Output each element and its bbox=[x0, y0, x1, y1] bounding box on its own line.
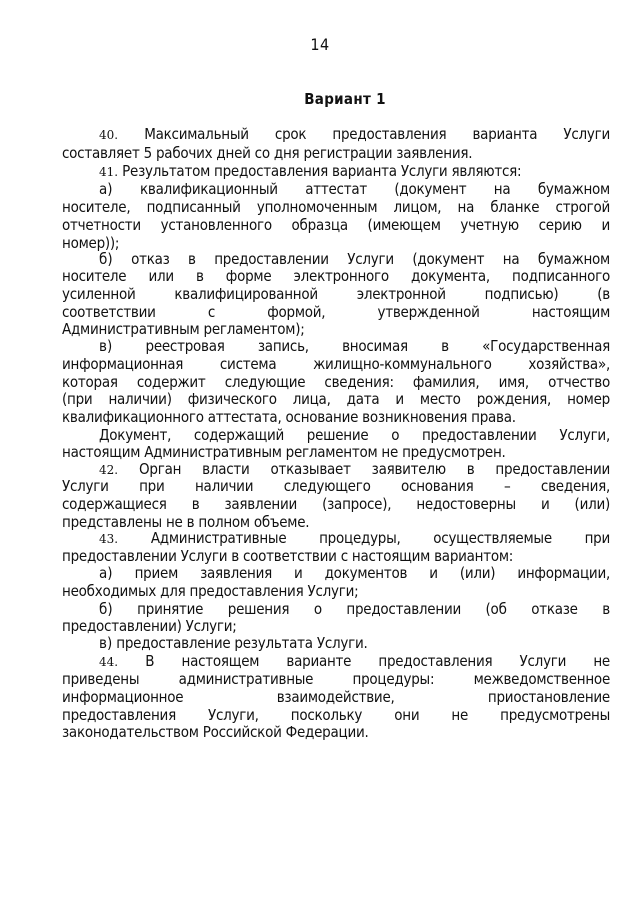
page-number: 14 bbox=[310, 35, 330, 54]
paragraph-number: 43. bbox=[99, 532, 119, 546]
list-marker: б) bbox=[99, 250, 113, 268]
list-item-43b-line: б) принятие решения о предоставлении (об отказе в bbox=[99, 600, 610, 618]
list-item-43b-line: предоставлении) Услуги; bbox=[62, 617, 237, 635]
list-item-41c-line: (при наличии) физического лица, дата и место рождения, номер bbox=[62, 390, 610, 408]
list-marker: а) bbox=[99, 564, 113, 582]
list-item-41c-line: которая содержит следующие сведения: фамилия, имя, отчество bbox=[62, 373, 610, 391]
list-item-41b-line: соответствии с формой, утвержденной настоящим bbox=[62, 303, 610, 321]
list-item-41b-line: усиленной квалифицированной электронной подписью) (в bbox=[62, 285, 610, 303]
list-item-41b-line: б) отказ в предоставлении Услуги (документ на бумажном bbox=[99, 250, 610, 268]
paragraph-41-document-line: настоящим Административным регламентом не предусмотрен. bbox=[62, 443, 506, 461]
paragraph-44-line: законодательством Российской Федерации. bbox=[62, 723, 369, 741]
paragraph-40-line: 40. Максимальный срок предоставления варианта Услуги bbox=[99, 125, 610, 143]
section-heading: Вариант 1 bbox=[304, 90, 386, 108]
list-item-41a-line: а) квалификационный аттестат (документ на бумажном bbox=[99, 180, 610, 198]
list-item-41b-line: носителе или в форме электронного документа, подписанного bbox=[62, 267, 610, 285]
paragraph-number: 42. bbox=[99, 463, 119, 477]
list-item-41c-line: в) реестровая запись, вносимая в «Государственная bbox=[99, 337, 610, 355]
list-item-41c-line: информационная система жилищно-коммунального хозяйства», bbox=[62, 355, 610, 373]
list-item-43a-line: а) прием заявления и документов и (или) информации, bbox=[99, 564, 610, 582]
list-item-41b-line: Административным регламентом); bbox=[62, 320, 305, 338]
paragraph-42-line: содержащиеся в заявлении (запросе), недостоверны и (или) bbox=[62, 495, 610, 513]
paragraph-41-line: 41. Результатом предоставления варианта Услуги являются: bbox=[99, 162, 522, 180]
paragraph-44-line: 44. В настоящем варианте предоставления Услуги не bbox=[99, 652, 610, 670]
paragraph-number: 44. bbox=[99, 655, 119, 669]
list-marker: а) bbox=[99, 180, 113, 198]
list-item-41a-line: отчетности установленного образца (имеющем учетную серию и bbox=[62, 216, 610, 234]
paragraph-44-line: информационное взаимодействие, приостановление bbox=[62, 688, 610, 706]
paragraph-44-line: предоставления Услуги, поскольку они не предусмотрены bbox=[62, 706, 610, 724]
paragraph-number: 40. bbox=[99, 128, 119, 142]
list-marker: б) bbox=[99, 600, 113, 618]
list-item-43c-line: в) предоставление результата Услуги. bbox=[99, 634, 368, 652]
paragraph-42-line: представлены не в полном объеме. bbox=[62, 513, 310, 531]
list-marker: в) bbox=[99, 634, 113, 652]
paragraph-number: 41. bbox=[99, 165, 119, 179]
paragraph-41-document-line: Документ, содержащий решение о предоставлении Услуги, bbox=[99, 426, 610, 444]
paragraph-43-line: 43. Административные процедуры, осуществляемые при bbox=[99, 529, 610, 547]
list-item-41a-line: носителе, подписанный уполномоченным лицом, на бланке строгой bbox=[62, 198, 610, 216]
list-item-41c-line: квалификационного аттестата, основание возникновения права. bbox=[62, 408, 516, 426]
list-item-41a-line: номер)); bbox=[62, 234, 120, 252]
paragraph-42-line: Услуги при наличии следующего основания – сведения, bbox=[62, 477, 610, 495]
list-marker: в) bbox=[99, 337, 113, 355]
paragraph-40-line: составляет 5 рабочих дней со дня регистрации заявления. bbox=[62, 144, 473, 162]
list-item-43a-line: необходимых для предоставления Услуги; bbox=[62, 582, 359, 600]
paragraph-42-line: 42. Орган власти отказывает заявителю в предоставлении bbox=[99, 460, 610, 478]
paragraph-43-line: предоставлении Услуги в соответствии с настоящим вариантом: bbox=[62, 547, 514, 565]
paragraph-44-line: приведены административные процедуры: межведомственное bbox=[62, 670, 610, 688]
